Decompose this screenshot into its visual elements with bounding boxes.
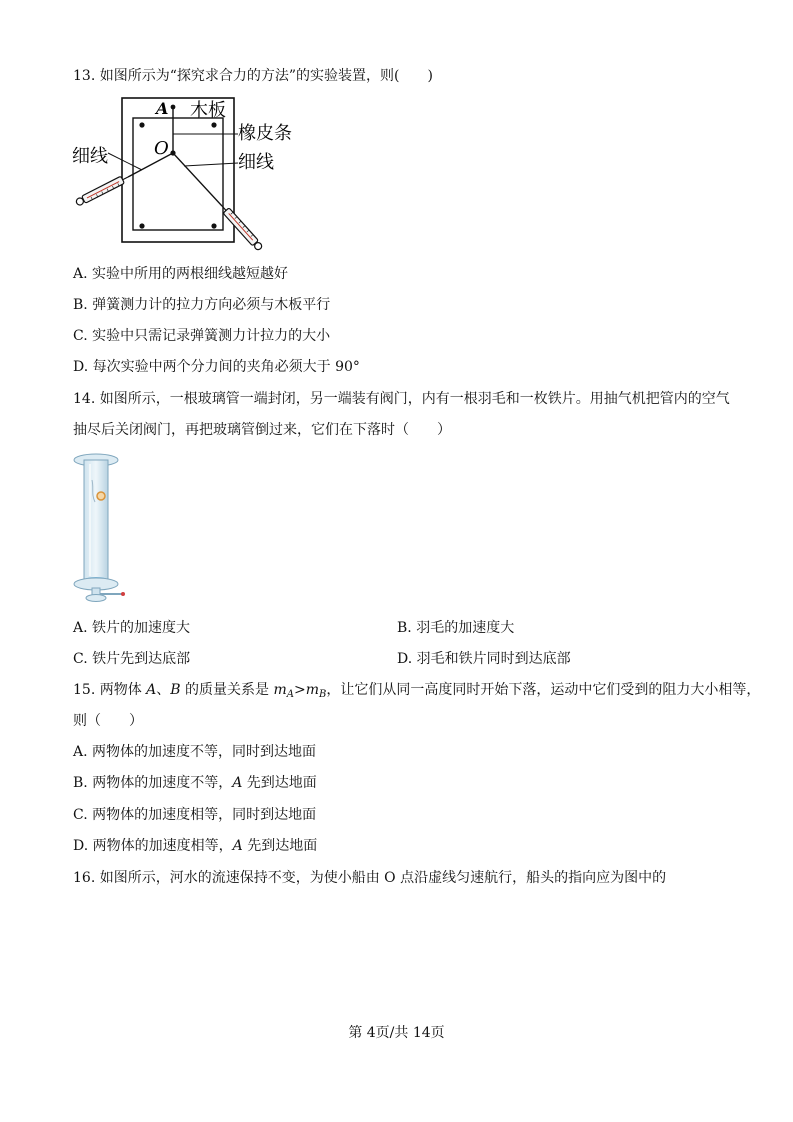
pin-bottom-right <box>211 223 216 228</box>
q16-stem: 16. 如图所示，河水的流速保持不变，为使小船由 O 点沿虚线匀速航行，船头的指向应为图中的 <box>73 870 667 886</box>
q13-stem: 13. 如图所示为“探究求合力的方法”的实验装置，则( ) <box>73 68 433 84</box>
pin-top-right <box>211 122 216 127</box>
valve-base <box>86 595 106 602</box>
spring-scale-right <box>219 203 263 251</box>
q14-option-d: D. 羽毛和铁片同时到达底部 <box>397 651 571 667</box>
label-O: O <box>154 138 169 159</box>
q14-stem-line1: 14. 如图所示，一根玻璃管一端封闭，另一端装有阀门，内有一根羽毛和一枚铁片。用抽气机把管内的空气 <box>73 391 730 407</box>
q14-option-b: B. 羽毛的加速度大 <box>397 620 515 636</box>
q15-option-d: D. 两物体的加速度相等，A 先到达地面 <box>73 838 318 854</box>
q13-option-b: B. 弹簧测力计的拉力方向必须与木板平行 <box>73 297 331 313</box>
pin-bottom-left <box>139 223 144 228</box>
thread-right <box>173 153 222 206</box>
label-board: 木板 <box>190 100 226 121</box>
q15-stem-line1: 15. 两物体 A、B 的质量关系是 $m_A>m_B$，让它们从同一高度同时开始下落，运动中它们受到的阻力大小相等， <box>73 682 761 700</box>
q14-glass-tube-figure <box>70 450 130 608</box>
q15-stem-line2: 则（ ） <box>73 713 143 729</box>
q15-option-b: B. 两物体的加速度不等，A 先到达地面 <box>73 775 317 791</box>
label-A: A <box>156 99 169 118</box>
q13-option-c: C. 实验中只需记录弹簧测力计拉力的大小 <box>73 328 331 344</box>
label-thread-right: 细线 <box>238 152 274 173</box>
label-thread-left: 细线 <box>72 146 108 167</box>
leader-thread-left <box>108 153 142 170</box>
board-inner-frame <box>133 118 223 230</box>
valve-knob <box>121 592 125 596</box>
page-footer: 第 4页/共 14页 <box>348 1025 445 1041</box>
leader-thread-right <box>184 163 238 166</box>
q13-option-a: A. 实验中所用的两根细线越短越好 <box>73 266 289 282</box>
q15-option-a: A. 两物体的加速度不等，同时到达地面 <box>73 744 317 760</box>
q14-stem-line2: 抽尽后关闭阀门，再把玻璃管倒过来，它们在下落时（ ） <box>73 422 451 438</box>
q14-option-c: C. 铁片先到达底部 <box>73 651 191 667</box>
q15-option-c: C. 两物体的加速度相等，同时到达地面 <box>73 807 317 823</box>
q14-option-a: A. 铁片的加速度大 <box>73 620 191 636</box>
iron-piece <box>97 492 105 500</box>
pin-top-left <box>139 122 144 127</box>
tube-body <box>84 460 108 580</box>
q13-figure <box>72 92 302 252</box>
q13-option-d: D. 每次实验中两个分力间的夹角必须大于 90° <box>73 359 360 375</box>
label-rubber: 橡皮条 <box>238 123 292 144</box>
